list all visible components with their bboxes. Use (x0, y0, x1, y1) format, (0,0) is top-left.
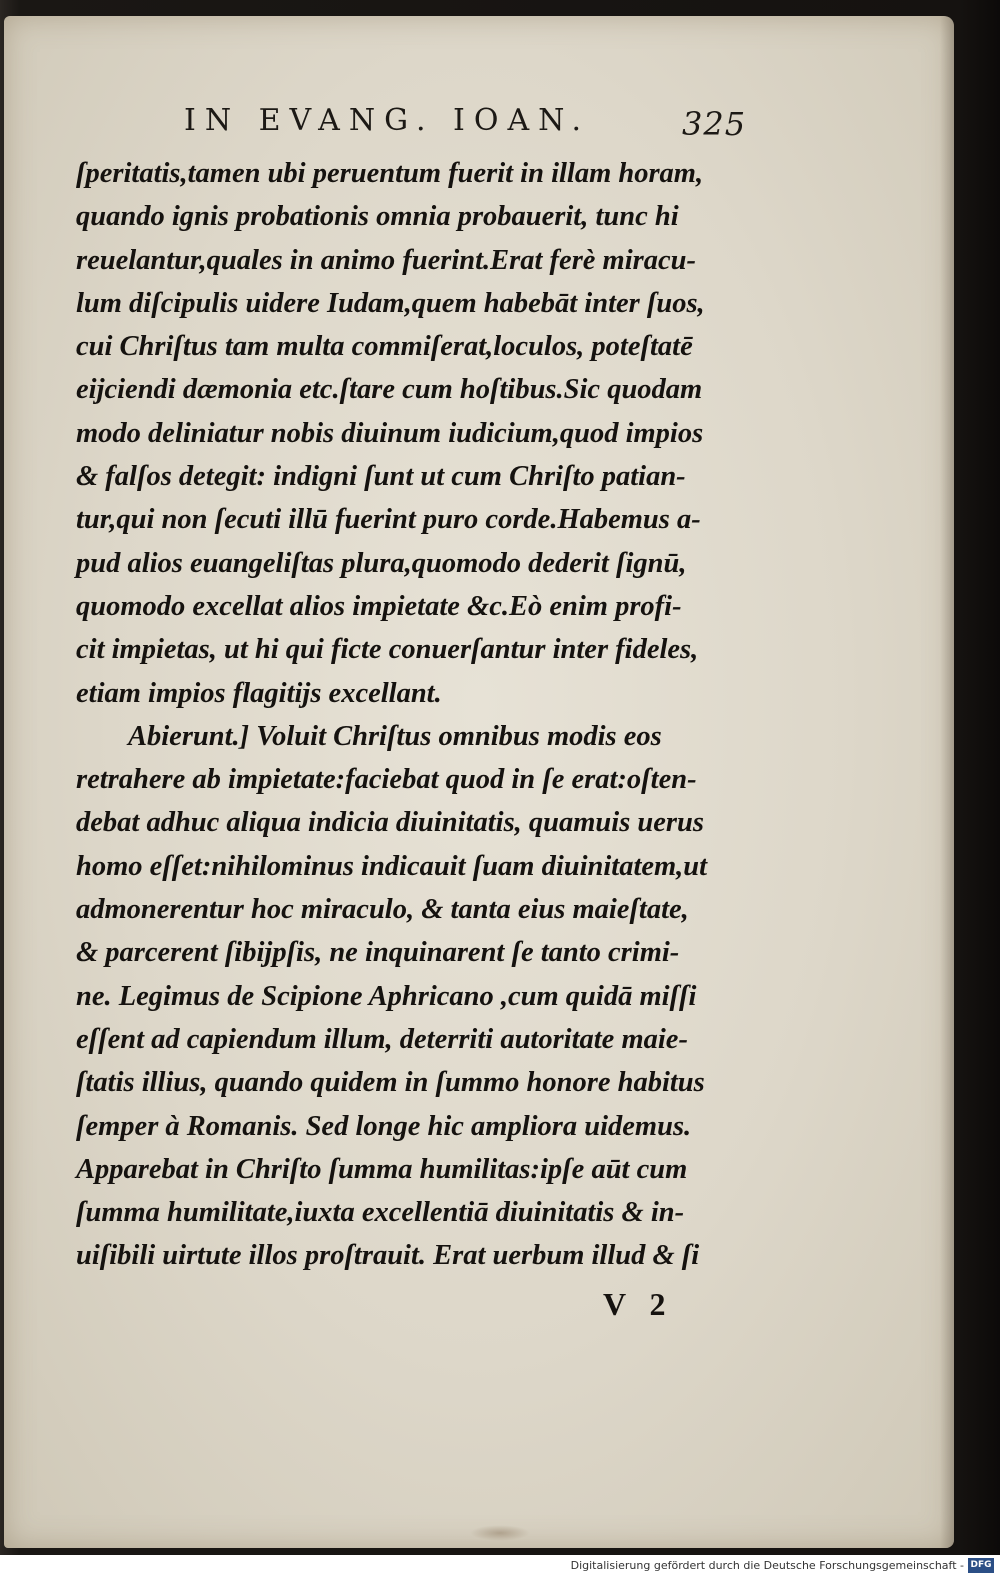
text-line: Apparebat in Chriſto ſumma humilitas:ipſe aūt cum (76, 1153, 688, 1185)
paper-stain (470, 1525, 530, 1541)
text-line: admonerentur hoc miraculo, & tanta eius maieſtate, (76, 894, 689, 926)
text-line: & parcerent ſibijpſis, ne inquinarent ſe tanto crimi- (76, 937, 680, 969)
text-line: cit impietas, ut hi qui ficte conuerſantur inter fideles, (76, 634, 699, 666)
text-line: eſſent ad capiendum illum, deterriti autoritate maie- (76, 1023, 688, 1055)
credit-text: Digitalisierung gefördert durch die Deutsche Forschungsgemeinschaft - (570, 1559, 964, 1572)
text-line: eijciendi dæmonia etc.ſtare cum hoſtibus.Sic quodam (76, 374, 703, 406)
text-line: ſtatis illius, quando quidem in ſummo honore habitus (76, 1067, 705, 1099)
text-line: retrahere ab impietate:faciebat quod in ſe erat:oſten- (76, 764, 697, 796)
text-line: tur,qui non ſecuti illū fuerint puro corde.Habemus a- (76, 504, 701, 536)
text-line: quando ignis probationis omnia probauerit, tunc hi (76, 201, 679, 233)
text-line: ſperitatis,tamen ubi peruentum fuerit in illam horam, (76, 158, 704, 189)
text-line: pud alios euangeliſtas plura,quomodo dederit ſignū, (76, 547, 687, 579)
text-line: reuelantur,quales in animo fuerint.Erat ferè miracu- (76, 244, 696, 276)
text-line: uiſibili uirtute illos proſtrauit. Erat uerbum illud & ſi (76, 1240, 700, 1272)
text-line: debat adhuc aliqua indicia diuinitatis, quamuis uerus (76, 807, 704, 839)
text-line: ne. Legimus de Scipione Aphricano ,cum quidā miſſi (76, 980, 697, 1012)
digitization-credit-bar (0, 1555, 1000, 1578)
text-line: lum diſcipulis uidere Iudam,quem habebāt inter ſuos, (76, 287, 705, 319)
text-line: quomodo excellat alios impietate &c.Eò enim profi- (76, 590, 682, 622)
running-head: IN EVANG. IOAN. (184, 103, 591, 138)
signature-mark: V 2 (603, 1286, 674, 1322)
text-line: cui Chriſtus tam multa commiſerat,loculos, poteſtatē (76, 331, 693, 363)
page-number: 325 (682, 105, 747, 143)
text-line: ſumma humilitate,iuxta excellentiā diuinitatis & in- (76, 1197, 685, 1229)
body-text (76, 152, 756, 1278)
text-line: homo eſſet:nihilominus indicauit ſuam diuinitatem,ut (76, 850, 708, 882)
text-line: & falſos detegit: indigni ſunt ut cum Chriſto patian- (76, 461, 686, 493)
text-line: etiam impios flagitijs excellant. (76, 677, 442, 709)
text-line: modo deliniatur nobis diuinum iudicium,quod impios (76, 417, 704, 449)
text-line: ſemper à Romanis. Sed longe hic ampliora uidemus. (76, 1110, 692, 1142)
page-edge-shadow (940, 16, 954, 1548)
dfg-logo: DFG (968, 1558, 994, 1573)
paragraph-start-line: Abierunt.] Voluit Chriſtus omnibus modis eos (128, 720, 662, 752)
